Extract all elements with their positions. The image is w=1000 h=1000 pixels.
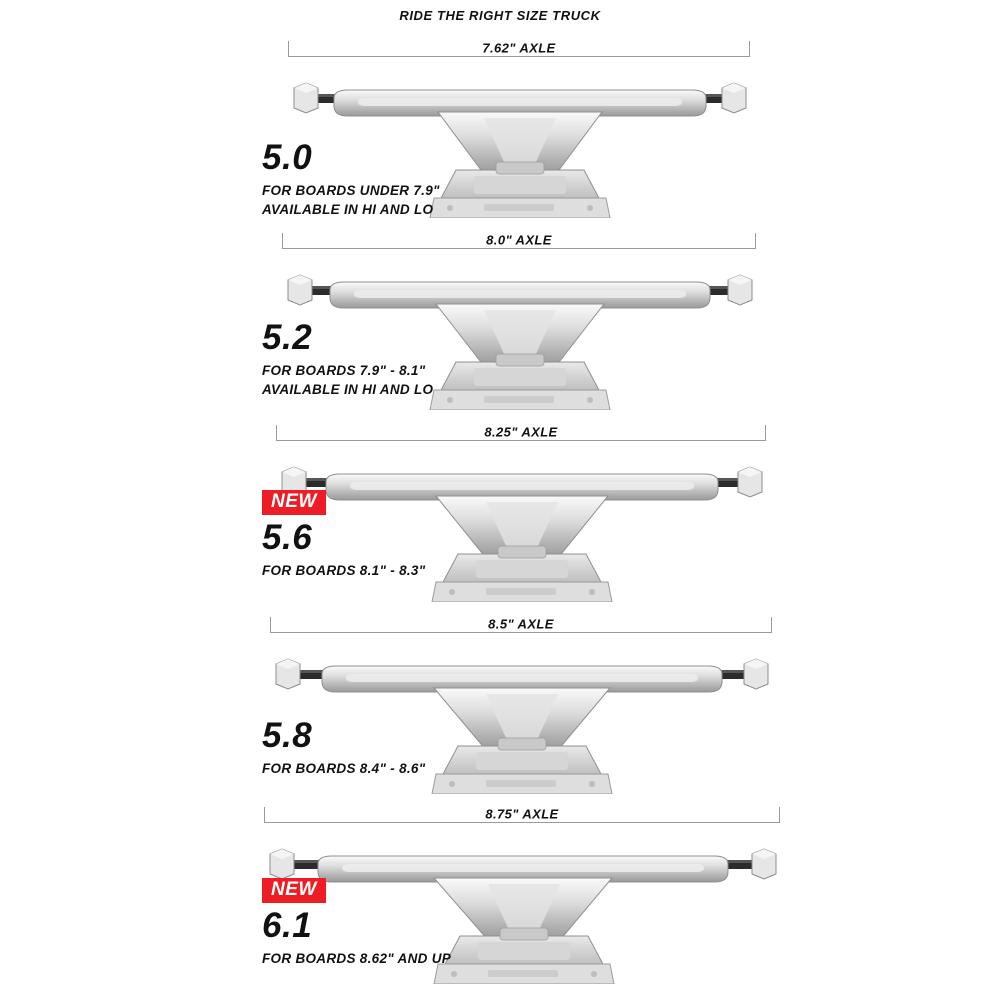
bracket-line: [270, 632, 772, 633]
axle-label-4: 8.5" AXLE: [478, 617, 564, 632]
axle-label-3: 8.25" AXLE: [474, 425, 567, 440]
bracket-tick-right: [755, 233, 756, 249]
truck-size-2: 5.2: [262, 318, 313, 357]
truck-size-4: 5.8: [262, 716, 313, 755]
axle-bracket-3: [276, 424, 766, 442]
truck-size-3: 5.6: [262, 517, 313, 557]
truck-size-1: 5.0: [262, 138, 313, 177]
axle-bracket-2: [282, 232, 756, 250]
truck-info-1: [262, 140, 440, 220]
new-badge-5: NEW: [262, 878, 326, 903]
truck-desc-2-line-2: AVAILABLE IN HI AND LO: [262, 382, 434, 398]
new-badge-3: NEW: [262, 490, 326, 515]
axle-bracket-5: [264, 806, 780, 824]
bracket-tick-left: [288, 41, 289, 57]
truck-desc-4-line-1: FOR BOARDS 8.4" - 8.6": [262, 760, 426, 776]
page-title: RIDE THE RIGHT SIZE TRUCK: [399, 8, 601, 23]
axle-bracket-4: [270, 616, 772, 634]
bracket-line: [288, 56, 750, 57]
bracket-tick-left: [282, 233, 283, 249]
axle-label-1: 7.62" AXLE: [472, 41, 565, 56]
bracket-tick-left: [276, 425, 277, 441]
truck-desc-1-line-1: FOR BOARDS UNDER 7.9": [262, 182, 440, 198]
truck-info-5: [262, 878, 451, 968]
axle-label-5: 8.75" AXLE: [475, 807, 568, 822]
bracket-tick-right: [771, 617, 772, 633]
bracket-tick-right: [765, 425, 766, 441]
axle-bracket-1: [288, 40, 750, 58]
bracket-tick-right: [779, 807, 780, 823]
truck-info-2: [262, 320, 433, 400]
axle-label-2: 8.0" AXLE: [476, 233, 562, 248]
truck-info-4: [262, 718, 425, 778]
bracket-line: [264, 822, 780, 823]
truck-desc-1-line-2: AVAILABLE IN HI AND LO: [262, 202, 434, 218]
truck-info-3: [262, 490, 425, 580]
bracket-tick-left: [270, 617, 271, 633]
truck-desc-5-line-1: FOR BOARDS 8.62" AND UP: [262, 950, 452, 966]
truck-size-5: 6.1: [262, 905, 313, 945]
truck-desc-3-line-1: FOR BOARDS 8.1" - 8.3": [262, 562, 426, 578]
bracket-line: [276, 440, 766, 441]
bracket-tick-right: [749, 41, 750, 57]
bracket-line: [282, 248, 756, 249]
bracket-tick-left: [264, 807, 265, 823]
truck-desc-2-line-1: FOR BOARDS 7.9" - 8.1": [262, 362, 426, 378]
